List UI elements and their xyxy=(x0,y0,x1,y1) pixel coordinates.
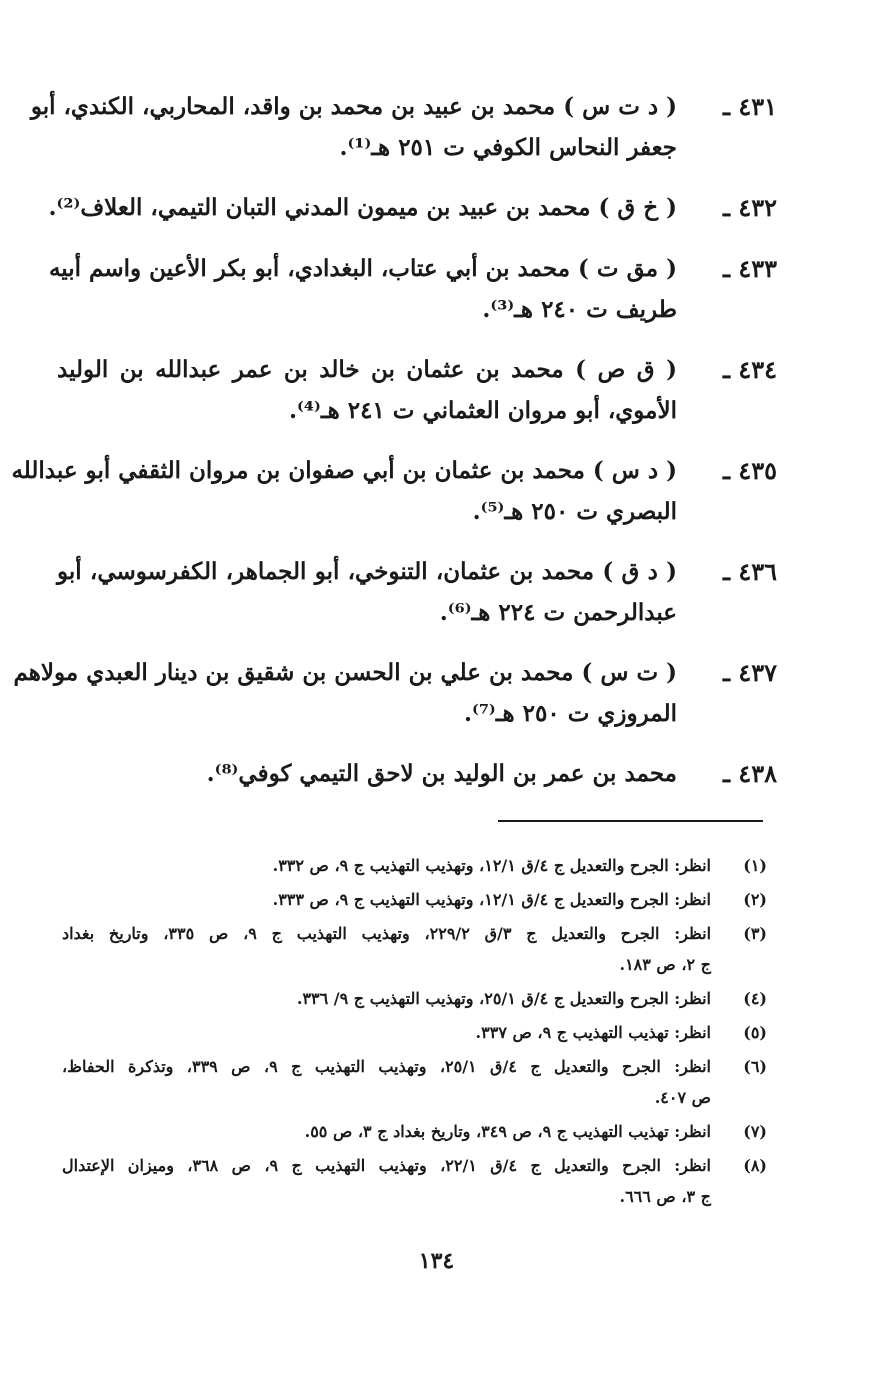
entry-number: ٤٣٤ ـ xyxy=(722,355,777,384)
footnote-8 xyxy=(62,1150,767,1212)
footnote-7 xyxy=(62,1116,767,1147)
entry-text-continued: جعفر النحاس الكوفي ت ٢٥١ هـ⁽¹⁾. xyxy=(339,134,677,161)
footnote-5 xyxy=(62,1017,767,1048)
entry-text: ( د ت س ) محمد بن عبيد بن محمد بن واقد، المحاربي، الكندي، أبو xyxy=(30,93,677,120)
footnote-text: انظر: الجرح والتعديل ج ٤/ق ١٢/١، وتهذيب التهذيب ج ٩، ص ٣٣٣. xyxy=(272,890,711,909)
footnote-text-continued: ج ٢، ص ١٨٣. xyxy=(619,955,711,974)
footnote-number: (٣) xyxy=(743,924,767,943)
entry-number: ٤٣١ ـ xyxy=(722,92,777,121)
footnote-number: (٤) xyxy=(743,989,767,1008)
entry-text-continued: المروزي ت ٢٥٠ هـ⁽⁷⁾. xyxy=(463,700,677,727)
footnote-text-continued: ج ٣، ص ٦٦٦. xyxy=(619,1187,711,1206)
entry-text: ( ت س ) محمد بن علي بن الحسن بن شقيق بن دينار العبدي مولاهم xyxy=(13,659,677,686)
entry-text: ( د ق ) محمد بن عثمان، التنوخي، أبو الجماهر، الكفرسوسي، أبو xyxy=(57,558,677,585)
entry-433 xyxy=(48,248,777,330)
entry-436 xyxy=(57,551,777,633)
narrator-entries xyxy=(11,86,777,814)
entry-text-continued: الأموي، أبو مروان العثماني ت ٢٤١ هـ⁽⁴⁾. xyxy=(289,397,677,424)
entry-text: ( خ ق ) محمد بن عبيد بن ميمون المدني التبان التيمي، العلاف⁽²⁾. xyxy=(48,194,677,221)
footnote-text: انظر: الجرح والتعديل ج ٣/ق ٢٢٩/٢، وتهذيب التهذيب ج ٩، ص ٣٣٥، وتاريخ بغداد xyxy=(62,924,712,943)
entry-435 xyxy=(11,450,777,532)
entry-text: ( د س ) محمد بن عثمان بن أبي صفوان بن مروان الثقفي أبو عبدالله xyxy=(11,457,677,484)
footnote-separator xyxy=(498,820,763,822)
entry-text-continued: البصري ت ٢٥٠ هـ⁽⁵⁾. xyxy=(472,498,677,525)
footnote-number: (٥) xyxy=(743,1023,767,1042)
footnote-1 xyxy=(62,850,767,881)
footnote-text: انظر: الجرح والتعديل ج ٤/ق ١٢/١، وتهذيب التهذيب ج ٩، ص ٣٣٢. xyxy=(272,856,711,875)
footnote-4 xyxy=(62,983,767,1014)
entry-number: ٤٣٨ ـ xyxy=(722,759,777,788)
entry-number: ٤٣٣ ـ xyxy=(722,254,777,283)
entry-text-continued: عبدالرحمن ت ٢٢٤ هـ⁽⁶⁾. xyxy=(439,599,677,626)
footnote-number: (٢) xyxy=(743,890,767,909)
footnote-3 xyxy=(62,918,767,980)
entry-text: ( ق ص ) محمد بن عثمان بن خالد بن عمر عبدالله بن الوليد xyxy=(57,356,677,383)
footnote-text: انظر: تهذيب التهذيب ج ٩، ص ٣٤٩، وتاريخ بغداد ج ٣، ص ٥٥. xyxy=(304,1122,711,1141)
footnote-number: (٦) xyxy=(743,1057,767,1076)
entry-438 xyxy=(57,753,777,795)
entry-number: ٤٣٢ ـ xyxy=(722,193,777,222)
footnote-number: (١) xyxy=(743,856,767,875)
entry-text: محمد بن عمر بن الوليد بن لاحق التيمي كوفي⁽⁸⁾. xyxy=(206,760,677,787)
entry-text-continued: طريف ت ٢٤٠ هـ⁽³⁾. xyxy=(482,296,677,323)
footnote-text: انظر: الجرح والتعديل ج ٤/ق ٢٢/١، وتهذيب التهذيب ج ٩، ص ٣٦٨، وميزان الإعتدال xyxy=(62,1156,712,1175)
footnote-2 xyxy=(62,884,767,915)
footnote-6 xyxy=(62,1051,767,1113)
entry-number: ٤٣٦ ـ xyxy=(722,557,777,586)
footnote-number: (٧) xyxy=(743,1122,767,1141)
entry-432 xyxy=(48,187,777,229)
footnote-text-continued: ص ٤٠٧. xyxy=(654,1088,711,1107)
footnote-text: انظر: تهذيب التهذيب ج ٩، ص ٣٣٧. xyxy=(475,1023,711,1042)
entry-434 xyxy=(57,349,777,431)
entry-number: ٤٣٥ ـ xyxy=(722,456,777,485)
entry-437 xyxy=(13,652,777,734)
entry-431 xyxy=(30,86,777,168)
footnote-text: انظر: الجرح والتعديل ج ٤/ق ٢٥/١، وتهذيب التهذيب ج ٩، ص ٣٣٩، وتذكرة الحفاظ، xyxy=(62,1057,711,1076)
entry-number: ٤٣٧ ـ xyxy=(722,658,777,687)
footnote-text: انظر: الجرح والتعديل ج ٤/ق ٢٥/١، وتهذيب التهذيب ج ٩/ ٣٣٦. xyxy=(296,989,711,1008)
page-number: ١٣٤ xyxy=(418,1248,455,1274)
footnote-number: (٨) xyxy=(743,1156,767,1175)
footnotes xyxy=(62,850,767,1215)
entry-text: ( مق ت ) محمد بن أبي عتاب، البغدادي، أبو بكر الأعين واسم أبيه xyxy=(48,255,677,282)
